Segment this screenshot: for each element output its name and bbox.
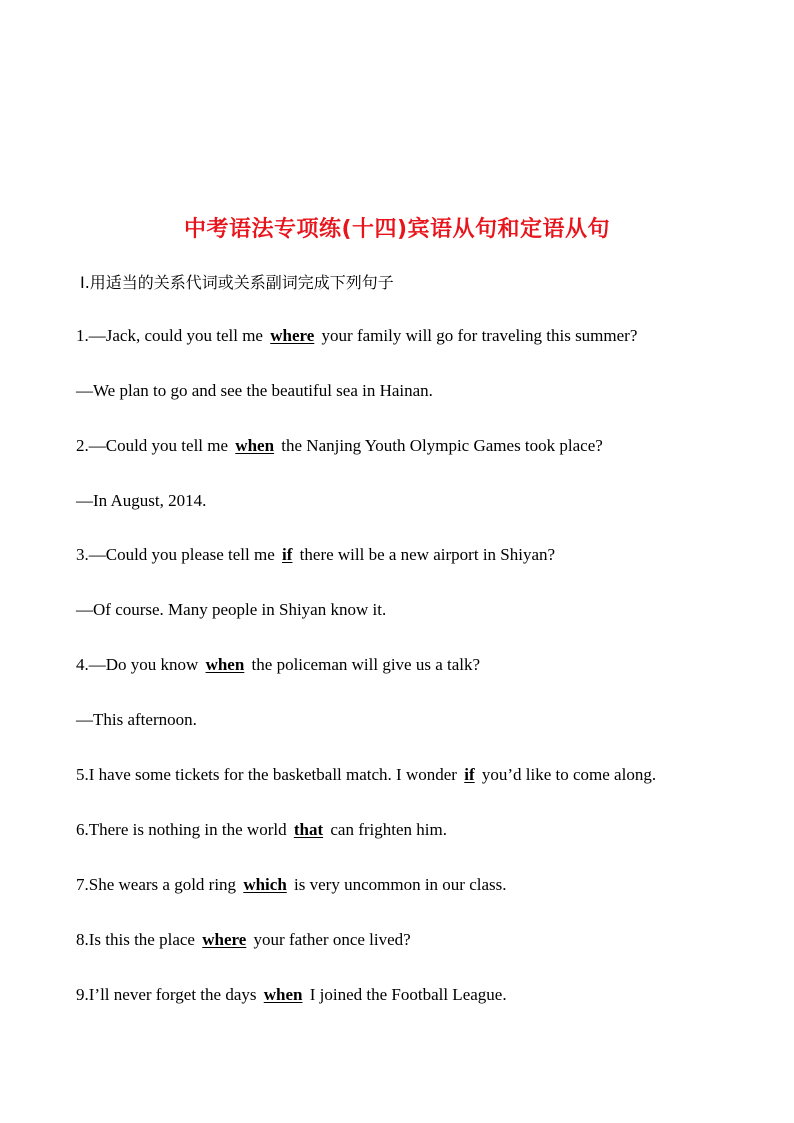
answer-blank: where bbox=[202, 930, 247, 949]
line-text-before: —In August, 2014. bbox=[76, 491, 207, 510]
exercise-line bbox=[76, 764, 656, 786]
exercise-line bbox=[76, 544, 555, 566]
exercise-line bbox=[76, 654, 480, 676]
line-text-before: 6.There is nothing in the world bbox=[76, 820, 287, 839]
exercise-line bbox=[76, 599, 386, 621]
line-text-before: 9.I’ll never forget the days bbox=[76, 985, 257, 1004]
line-text-after: I joined the Football League. bbox=[309, 985, 507, 1004]
answer-blank: that bbox=[293, 820, 324, 839]
answer-blank: when bbox=[235, 436, 275, 455]
line-text-before: 2.—Could you tell me bbox=[76, 436, 229, 455]
line-text-before: —This afternoon. bbox=[76, 710, 197, 729]
answer-blank: when bbox=[205, 655, 245, 674]
answer-blank: which bbox=[243, 875, 287, 894]
line-text-before: 3.—Could you please tell me bbox=[76, 545, 275, 564]
exercise-line bbox=[76, 709, 197, 731]
line-text-before: —Of course. Many people in Shiyan know it. bbox=[76, 600, 387, 619]
line-text-before: 5.I have some tickets for the basketball match. I wonder bbox=[76, 765, 457, 784]
line-text-after: you’d like to come along. bbox=[481, 765, 657, 784]
answer-blank: where bbox=[270, 326, 315, 345]
line-text-after: the policeman will give us a talk? bbox=[251, 655, 481, 674]
exercise-line bbox=[76, 490, 206, 512]
exercise-line bbox=[76, 929, 411, 951]
line-text-before: 8.Is this the place bbox=[76, 930, 195, 949]
line-text-before: 7.She wears a gold ring bbox=[76, 875, 237, 894]
exercise-line bbox=[76, 874, 507, 896]
section-heading: Ⅰ.用适当的关系代词或关系副词完成下列句子 bbox=[80, 273, 394, 292]
exercise-line bbox=[76, 325, 637, 347]
line-text-after: your father once lived? bbox=[253, 930, 411, 949]
line-text-after: your family will go for traveling this summer? bbox=[321, 326, 638, 345]
line-text-after: the Nanjing Youth Olympic Games took place? bbox=[281, 436, 603, 455]
exercise-line bbox=[76, 435, 603, 457]
line-text-after: can frighten him. bbox=[330, 820, 447, 839]
line-text-before: 1.—Jack, could you tell me bbox=[76, 326, 263, 345]
exercise-line bbox=[76, 380, 433, 402]
answer-blank: when bbox=[263, 985, 303, 1004]
line-text-before: 4.—Do you know bbox=[76, 655, 199, 674]
exercise-line bbox=[76, 819, 447, 841]
answer-blank: if bbox=[282, 545, 293, 564]
line-text-before: —We plan to go and see the beautiful sea in Hainan. bbox=[76, 381, 433, 400]
exercise-line bbox=[76, 984, 507, 1006]
line-text-after: is very uncommon in our class. bbox=[294, 875, 507, 894]
page-title: 中考语法专项练(十四)宾语从句和定语从句 bbox=[183, 217, 611, 242]
line-text-after: there will be a new airport in Shiyan? bbox=[299, 545, 556, 564]
answer-blank: if bbox=[464, 765, 475, 784]
